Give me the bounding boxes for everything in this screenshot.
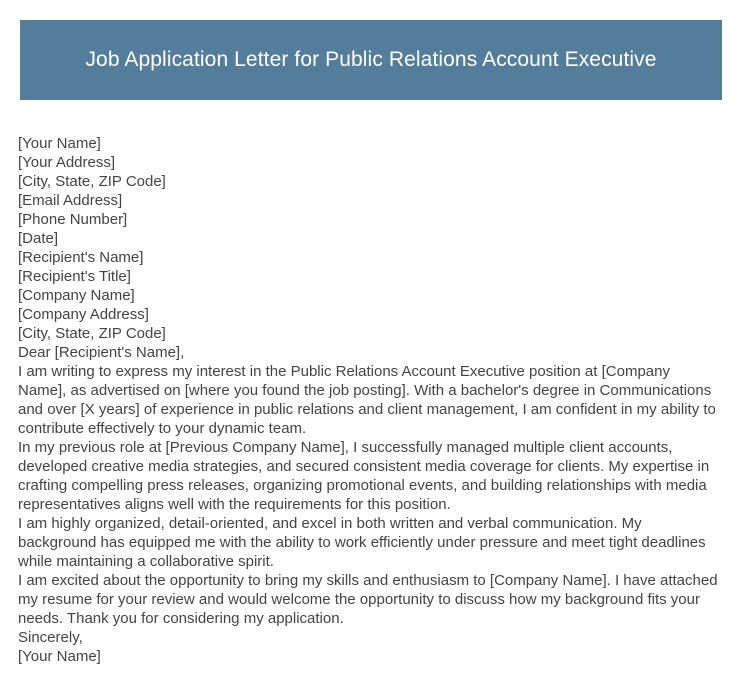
sender-city-state-zip-line: [City, State, ZIP Code]	[18, 173, 166, 190]
recipient-address-block	[18, 248, 722, 343]
body-paragraph-4: I am excited about the opportunity to bring my skills and enthusiasm to [Company Name]. I have attached my resume for your review and would welcome the opportunity to discuss how my background fits your needs. Thank you for considering my application.	[18, 572, 718, 627]
date-line: [Date]	[18, 230, 59, 247]
sender-address-block	[18, 134, 722, 248]
body-paragraph-1: I am writing to express my interest in the Public Relations Account Executive position at [Company Name], as advertised on [where you found the job posting]. With a bachelor's degree in Communications and over [X years] of experience in public relations and client management, I am confident in my ability to contribute effectively to your dynamic team.	[18, 363, 716, 437]
sender-phone-line: [Phone Number]	[18, 211, 128, 228]
sender-email-line: [Email Address]	[18, 192, 123, 209]
recipient-company-name-line: [Company Name]	[18, 287, 135, 304]
recipient-company-address-line: [Company Address]	[18, 306, 149, 323]
sender-name-line: [Your Name]	[18, 135, 101, 152]
recipient-title-line: [Recipient's Title]	[18, 268, 131, 285]
recipient-city-state-zip-line: [City, State, ZIP Code]	[18, 325, 166, 342]
sender-address-line: [Your Address]	[18, 154, 116, 171]
page-title: Job Application Letter for Public Relations Account Executive	[85, 48, 657, 72]
body-paragraph-2: In my previous role at [Previous Company Name], I successfully managed multiple client accounts, developed creative media strategies, and secured consistent media coverage for clients. My expertise in crafting compelling press releases, organizing promotional events, and building relationships with media representatives aligns well with the requirements for this position.	[18, 439, 710, 513]
recipient-name-line: [Recipient's Name]	[18, 249, 144, 266]
document-header-banner	[20, 20, 722, 100]
body-paragraph-3: I am highly organized, detail-oriented, and excel in both written and verbal communication. My background has equipped me with the ability to work efficiently under pressure and meet tight deadlines while maintaining a collaborative spirit.	[18, 515, 706, 570]
closing-salutation: Sincerely,	[18, 629, 83, 646]
signature-name: [Your Name]	[18, 648, 101, 665]
salutation: Dear [Recipient's Name],	[18, 344, 185, 361]
letter-body	[18, 134, 722, 666]
